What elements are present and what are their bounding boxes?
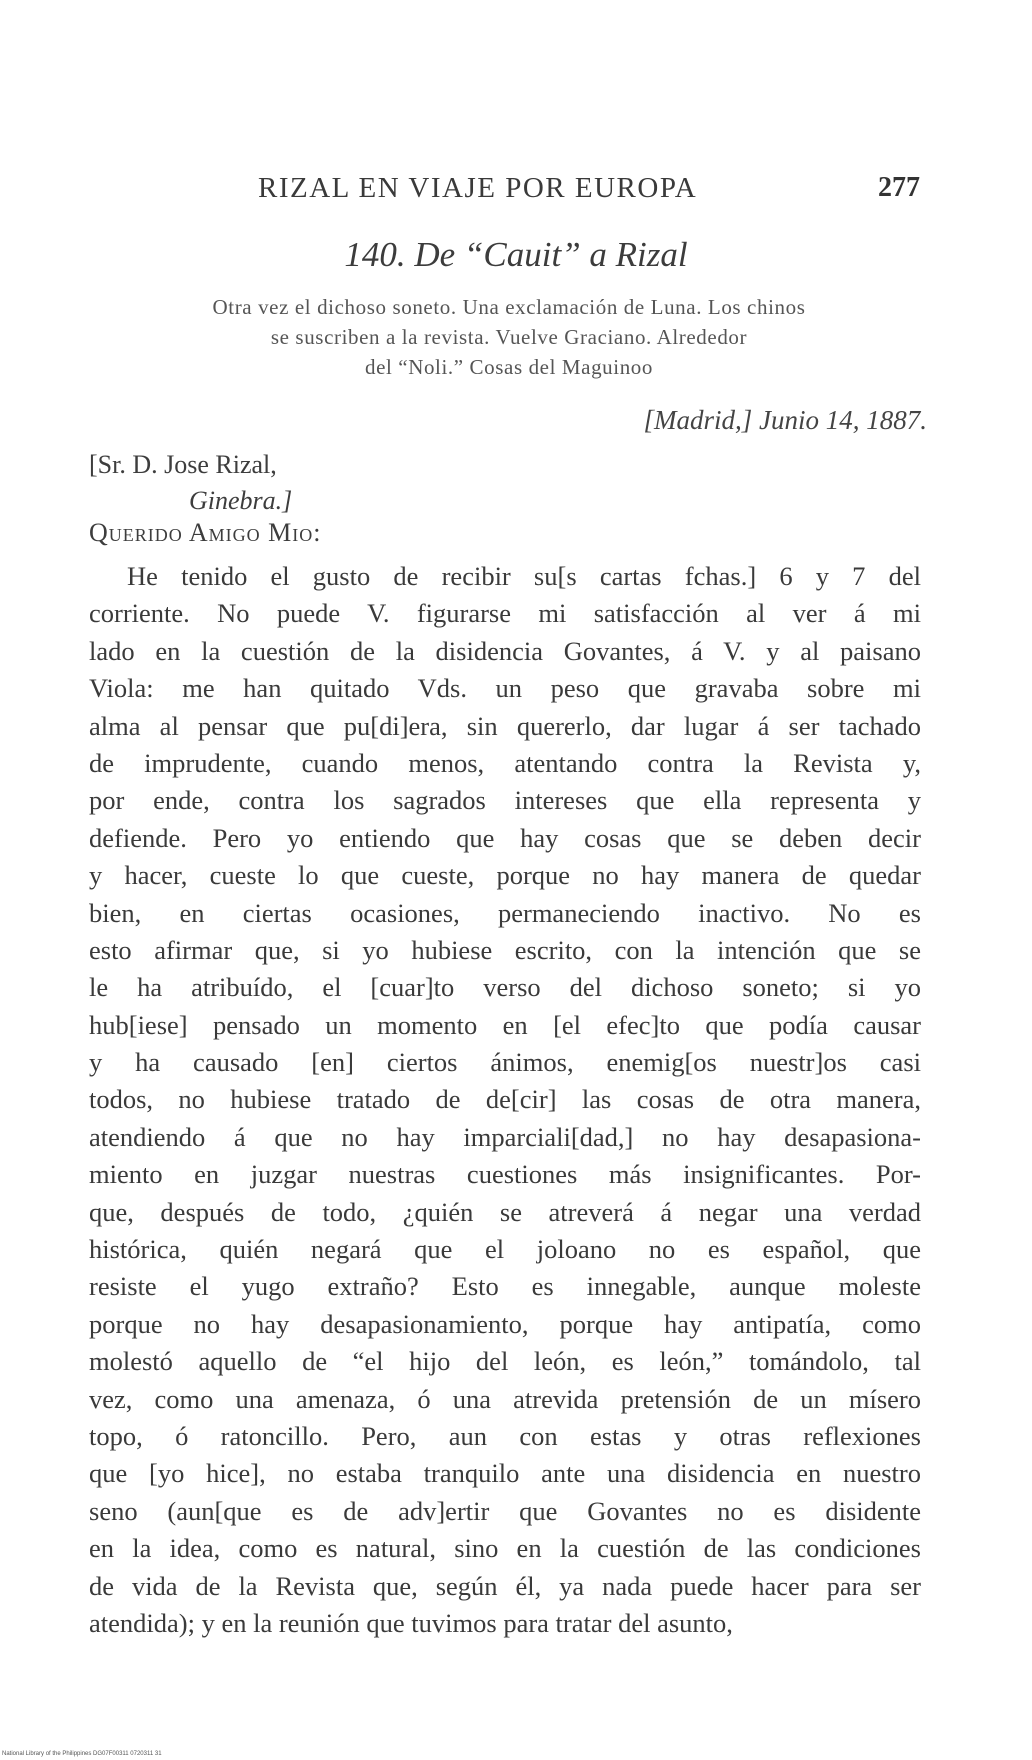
body-line: topo, ó ratoncillo. Pero, aun con estas y otras reflexiones [89, 1420, 921, 1451]
body-line: todos, no hubiese tratado de de[cir] las cosas de otra manera, [89, 1084, 921, 1115]
library-credit: National Library of the Philippines DG07F00311 0720311 31 [2, 1751, 162, 1757]
page-number: 277 [878, 172, 920, 203]
body-line: atendida); y en la reunión que tuvimos para tratar del asunto, [89, 1607, 733, 1638]
body-line: vez, como una amenaza, ó una atrevida pretensión de un mísero [89, 1383, 921, 1414]
body-line: defiende. Pero yo entiendo que hay cosas que se deben decir [89, 822, 921, 853]
body-line: seno (aun[que es de adv]ertir que Govantes no es disidente [89, 1495, 921, 1526]
body-line: esto afirmar que, si yo hubiese escrito, con la intención que se [89, 934, 921, 965]
body-line: en la idea, como es natural, sino en la cuestión de las condiciones [89, 1533, 921, 1564]
body-line: alma al pensar que pu[di]era, sin quererlo, dar lugar á ser tachado [89, 710, 921, 741]
running-title: RIZAL EN VIAJE POR EUROPA [258, 172, 698, 204]
body-line: corriente. No puede V. figurarse mi satisfacción al ver á mi [89, 598, 921, 629]
addressee-city: Ginebra.] [189, 486, 293, 515]
letter-body [89, 558, 921, 1642]
body-line: lado en la cuestión de la disidencia Govantes, á V. y al paisano [89, 635, 921, 666]
synopsis-line: del “Noli.” Cosas del Maguinoo [364, 355, 654, 379]
body-line: y hacer, cueste lo que cueste, porque no hay manera de quedar [89, 860, 921, 891]
body-line: Viola: me han quitado Vds. un peso que gravaba sobre mi [89, 673, 921, 704]
addressee [89, 447, 292, 519]
letter-title: 140. De “Cauit” a Rizal [344, 235, 688, 274]
body-line: histórica, quién negará que el joloano no es español, que [89, 1234, 921, 1265]
body-line: hub[iese] pensado un momento en [el efec]to que podía causar [89, 1009, 921, 1040]
body-line: y ha causado [en] ciertos ánimos, enemig[os nuestr]os casi [89, 1047, 921, 1078]
body-line: He tenido el gusto de recibir su[s cartas fchas.] 6 y 7 del [127, 561, 921, 591]
synopsis-line: Otra vez el dichoso soneto. Una exclamación de Luna. Los chinos [212, 295, 806, 319]
salutation: Querido Amigo Mio: [89, 518, 322, 547]
body-line: de imprudente, cuando menos, atentando contra la Revista y, [89, 747, 921, 778]
body-line: por ende, contra los sagrados intereses que ella representa y [89, 785, 921, 816]
body-line: le ha atribuído, el [cuar]to verso del dichoso soneto; si yo [89, 972, 921, 1003]
body-line: miento en juzgar nuestras cuestiones más insignificantes. Por- [89, 1159, 921, 1190]
body-line: molestó aquello de “el hijo del león, es león,” tomándolo, tal [89, 1346, 921, 1377]
body-line: que, después de todo, ¿quién se atreverá á negar una verdad [89, 1196, 921, 1227]
synopsis-line: se suscriben a la revista. Vuelve Graciano. Alrededor [270, 325, 748, 349]
running-head [248, 172, 920, 212]
letter-synopsis [84, 292, 934, 382]
body-line: bien, en ciertas ocasiones, permaneciendo inactivo. No es [89, 897, 921, 928]
body-line: porque no hay desapasionamiento, porque hay antipatía, como [89, 1308, 921, 1339]
body-line: de vida de la Revista que, según él, ya nada puede hacer para ser [89, 1570, 921, 1601]
addressee-name: [Sr. D. Jose Rizal, [89, 450, 277, 479]
body-line: atendiendo á que no hay imparciali[dad,] no hay desapasiona- [89, 1121, 921, 1152]
dateline: [Madrid,] Junio 14, 1887. [643, 405, 927, 435]
body-line: resiste el yugo extraño? Esto es innegable, aunque moleste [89, 1271, 921, 1302]
body-line: que [yo hice], no estaba tranquilo ante una disidencia en nuestro [89, 1458, 921, 1489]
